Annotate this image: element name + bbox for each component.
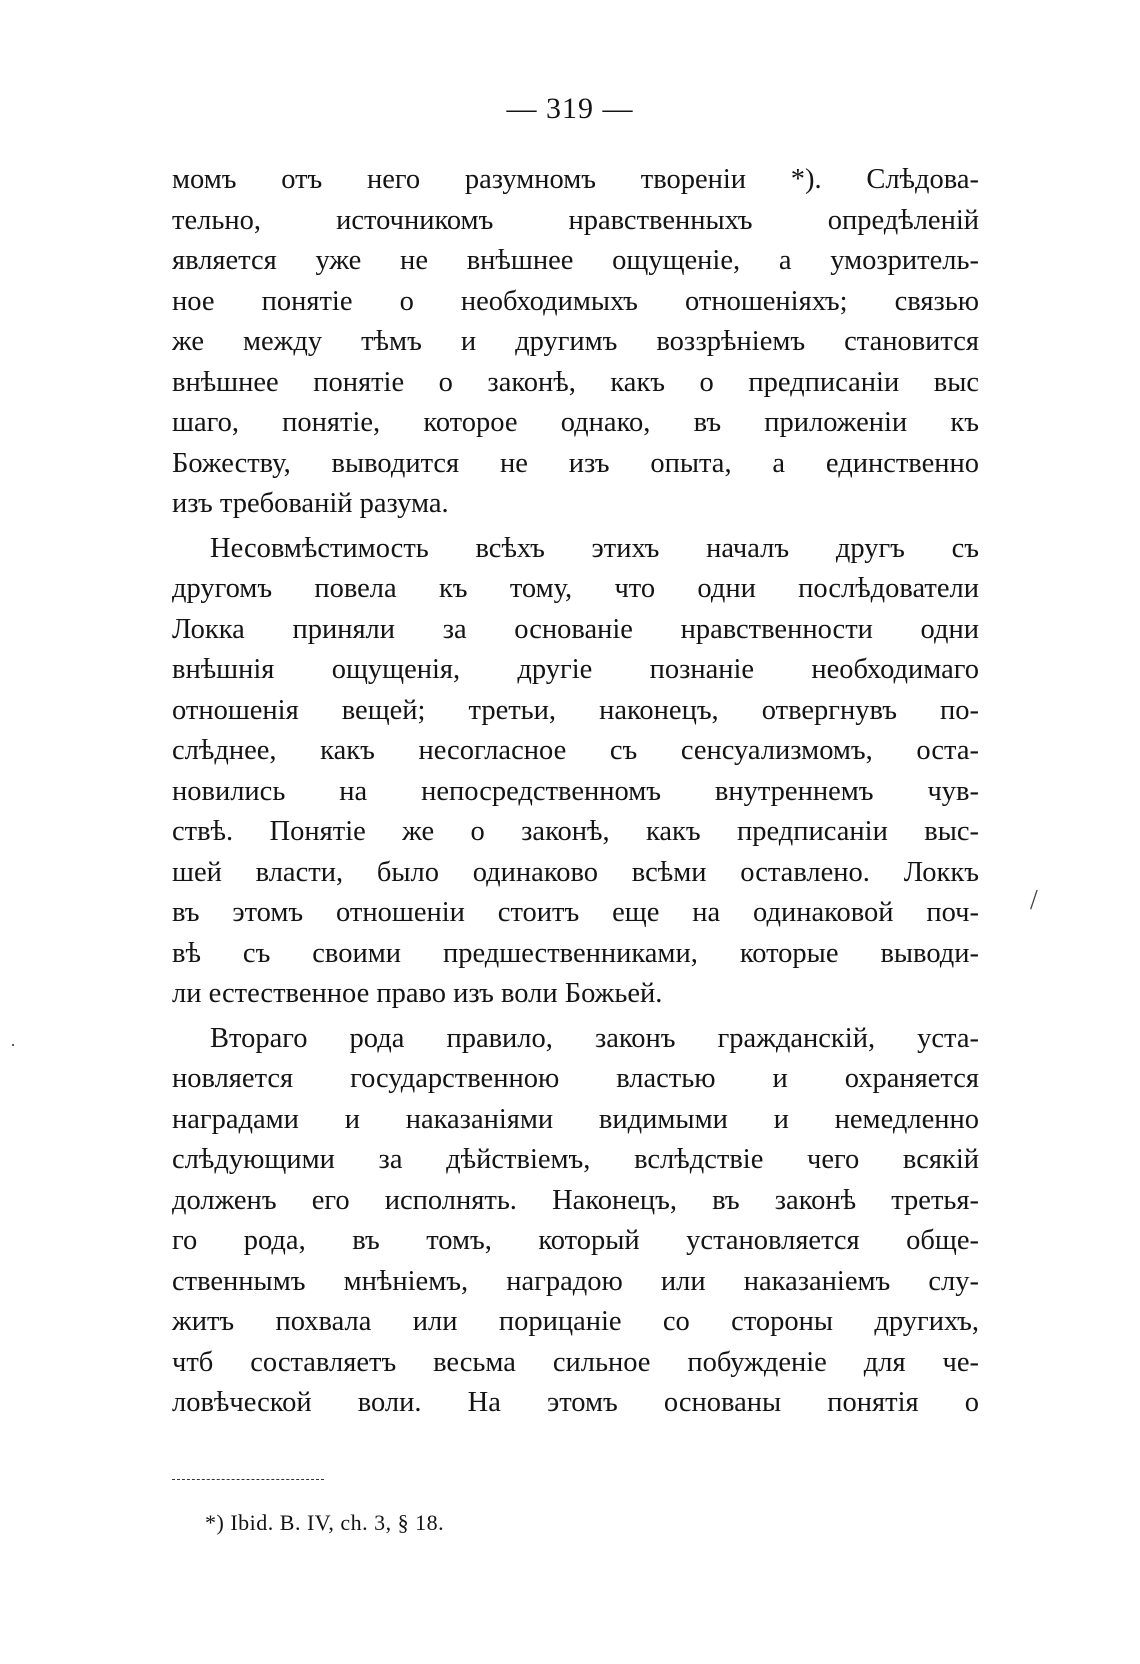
text-line: ли естественное право изъ воли Божьей. xyxy=(172,978,663,1009)
page-number: — 319 — xyxy=(506,92,634,125)
text-line: слѣднее, какъ несогласное съ сенсуализмомъ, оста- xyxy=(172,735,979,766)
text-line: Несовмѣстимость всѣхъ этихъ началъ другъ съ xyxy=(210,532,979,564)
text-line: является уже не внѣшнее ощущеніе, а умозритель- xyxy=(172,245,979,276)
text-line: ствѣ. Понятіе же о законѣ, какъ предписаніи выс- xyxy=(172,816,979,847)
text-line: наградами и наказаніями видимыми и немедленно xyxy=(172,1103,979,1135)
text-line: изъ требованій разума. xyxy=(172,488,449,519)
text-line: Локка приняли за основаніе нравственности одни xyxy=(172,613,979,645)
text-line: ное понятіе о необходимыхъ отношеніяхъ; связью xyxy=(172,285,979,317)
footnote-divider xyxy=(172,1479,324,1480)
text-line: Втораго рода правило, законъ гражданскій, уста- xyxy=(210,1022,979,1054)
paragraph-3 xyxy=(172,1019,979,1424)
dot-mark-icon: · xyxy=(10,1035,16,1055)
text-line: Божеству, выводится не изъ опыта, а единственно xyxy=(172,447,979,479)
paragraph-2 xyxy=(172,529,979,1015)
text-line: шаго, понятіе, которое однако, въ приложеніи къ xyxy=(172,407,979,438)
text-line: шей власти, было одинаково всѣми оставлено. Локкъ xyxy=(172,856,979,888)
text-line: внѣшнее понятіе о законѣ, какъ о предписаніи выс xyxy=(172,366,979,398)
text-line: новились на непосредственномъ внутреннемъ чув- xyxy=(172,775,979,807)
text-line: момъ отъ него разумномъ твореніи *). Слѣдова- xyxy=(172,164,979,195)
text-line: внѣшнія ощущенія, другіе познаніе необходимаго xyxy=(172,654,979,685)
text-line: же между тѣмъ и другимъ воззрѣніемъ становится xyxy=(172,326,979,357)
text-line: въ этомъ отношеніи стоитъ еще на одинаковой поч- xyxy=(172,897,979,928)
text-line: долженъ его исполнять. Наконецъ, въ законѣ третья- xyxy=(172,1184,979,1216)
text-line: отношенія вещей; третьи, наконецъ, отвергнувъ по- xyxy=(172,694,979,726)
text-line: чтб составляетъ весьма сильное побужденіе для че- xyxy=(172,1346,979,1378)
text-line: новляется государственною властью и охраняется xyxy=(172,1063,979,1094)
paragraph-1 xyxy=(172,160,979,525)
text-line: ственнымъ мнѣніемъ, наградою или наказаніемъ слу- xyxy=(172,1265,979,1297)
text-line: другомъ повела къ тому, что одни послѣдователи xyxy=(172,573,979,604)
text-line: слѣдующими за дѣйствіемъ, вслѣдствіе чего всякій xyxy=(172,1144,979,1175)
text-line: го рода, въ томъ, который установляется обще- xyxy=(172,1225,979,1256)
text-line: житъ похвала или порицаніе со стороны другихъ, xyxy=(172,1306,979,1337)
text-line: вѣ съ своими предшественниками, которые выводи- xyxy=(172,937,979,969)
pencil-mark-icon: / xyxy=(1030,885,1038,916)
text-line: тельно, источникомъ нравственныхъ опредѣленій xyxy=(172,204,979,236)
text-line: ловѣческой воли. На этомъ основаны понятія о xyxy=(172,1387,979,1418)
footnote: *) Ibid. B. IV, ch. 3, § 18. xyxy=(205,1510,445,1535)
body-text xyxy=(172,160,979,1428)
